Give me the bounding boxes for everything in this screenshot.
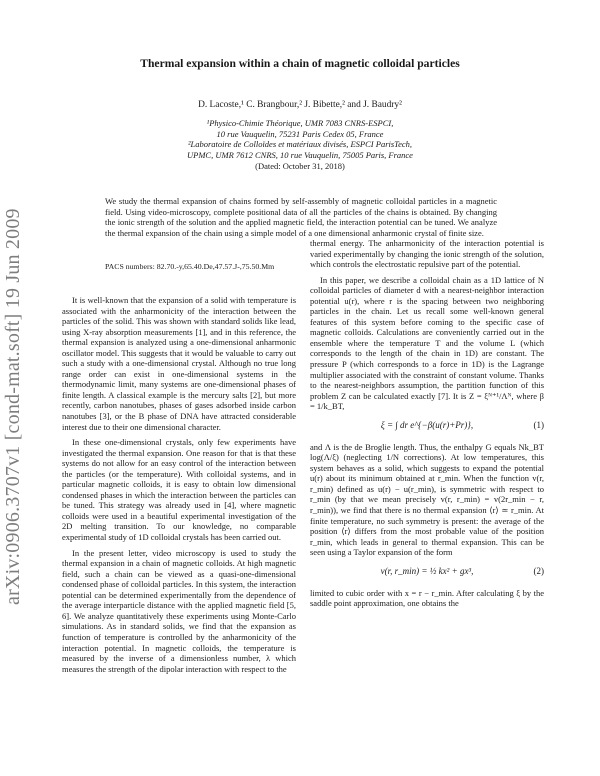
- equation-expression: v(r, r_min) = ½ kx² + gx³,: [380, 565, 474, 576]
- paragraph: limited to cubic order with x = r − r_min. After calculating ξ by the saddle point approximation, one obtains the: [310, 587, 544, 609]
- affiliation-line: 10 rue Vauquelin, 75231 Paris Cedex 05, France: [216, 128, 384, 139]
- author-list: D. Lacoste,¹ C. Brangbour,² J. Bibette,² and J. Baudry²: [198, 100, 402, 110]
- equation-1: [310, 416, 544, 438]
- right-column: [310, 238, 544, 609]
- affiliations: [0, 118, 600, 172]
- equation-number: (1): [533, 419, 544, 430]
- dated-line: (Dated: October 31, 2018): [255, 160, 345, 171]
- left-column: [62, 295, 296, 674]
- paragraph: It is well-known that the expansion of a solid with temperature is associated with the anharmonicity of the interaction between the particles of the solid. This was shown with standard solids like lead, using X-ray absorption measurements [1], and in this reference, the thermal expansion is analyzed using a one-dimensional anharmonic oscillator model. This suggests that it would be valuable to carry out such a study with a one-dimensional crystal. Although no true long range order can exist in one-dimensional systems in the thermodynamic limit, many systems are one-dimensional phases of finite length. A classical example is the mercury salts [2], but more recently, carbon nanotubes, phases of gases adsorbed inside carbon nanotubes [3], or the B phase of DNA have attracted considerable interest due to their one dimensional character.: [62, 295, 296, 432]
- paragraph: and Λ is the de Broglie length. Thus, the enthalpy G equals Nk_BT log(Λ/ξ) (neglecting 1/N corrections). At low temperatures, this system behaves as a solid, which suggests to expand the potential u(r) about its minimum obtained at r_min. When the function v(r, r_min) defined as u(r) − u(r_min), is symmetric with respect to r_min (by that we mean precisely v(r, r_min) = v(2r_min − r, r_min)), we find that there is no thermal expansion ⟨r⟩ ≃ r_min. At finite temperature, no such symmetry is present: the average of the position ⟨r⟩ differs from the most probable value of the position r_min, which leads in general to thermal expansion. This can be seen using a Taylor expansion of the form: [310, 441, 544, 558]
- equation-2: [310, 562, 544, 584]
- pacs-numbers: PACS numbers: 82.70.-y,65.40.De,47.57.J-,75.50.Mm: [105, 262, 275, 271]
- paragraph: In this paper, we describe a colloidal chain as a 1D lattice of N colloidal particles of diameter d with a nearest-neighbor interaction potential u(r), where r is the spacing between two neighboring particles in the chain. Let us recall some well-known general features of this system before coming to the specific case of magnetic colloids. Calculations are conveniently carried out in the ensemble where the temperature T and the volume L (which corresponds to the length of the chain in 1D) are constant. The pressure P (which corresponds to a force in 1D) is the Lagrange multiplier associated with the constraint of constant volume. Thanks to the nearest-neighbors assumption, the partition function of this problem Z can be calculated exactly [7]. It is Z = ξᴺ⁺¹/Λᴺ, where β = 1/k_BT,: [310, 274, 544, 412]
- equation-expression: ξ = ∫ dr e^{−β(u(r)+Pr)},: [380, 419, 474, 430]
- affiliation-line: ²Laboratoire de Colloïdes et matériaux divisés, ESPCI ParisTech,: [187, 139, 413, 150]
- equation-number: (2): [533, 565, 544, 576]
- arxiv-identifier: arXiv:0906.3707v1 [cond-mat.soft] 19 Jun 2009: [2, 208, 24, 605]
- paragraph: In the present letter, video microscopy is used to study the thermal expansion in a chain of magnetic colloids. At high magnetic field, such a chain can be viewed as a quasi-one-dimensional condensed phase of colloidal particles. In this system, the interaction potential can be determined experimentally from the dependence of the average interparticle distance with the applied magnetic field [5, 6]. We analyze quantitatively these experiments using Monte-Carlo simulations. As in standard solids, we find that the expansion as function of temperature is controlled by the anharmonicity of the interaction potential. In magnetic colloids, the temperature is measured by the inverse of a dimensionless number, λ which measures the strength of the dipolar interaction with respect to the: [62, 547, 296, 674]
- paper-title: Thermal expansion within a chain of magnetic colloidal particles: [140, 57, 460, 70]
- paragraph: In these one-dimensional crystals, only few experiments have investigated the thermal expansion. One reason for that is that these systems do not allow for an easy control of the interaction between the particles (or the temperature). With colloidal systems, and in particular magnetic colloids, it is easy to obtain low dimensional condensed phases in which the interaction between the particles can be tuned. This strategy was already used in [4], where magnetic colloids were used in a beautiful experimental investigation of the 2D melting transition. To our knowledge, no comparable experimental study of 1D colloidal crystals has been carried out.: [62, 437, 296, 543]
- abstract: We study the thermal expansion of chains formed by self-assembly of magnetic colloidal particles in a magnetic field. Using video-microscopy, complete positional data of all the particles of the chains is obtained. By changing the ionic strength of the solution and the applied magnetic field, the interaction potential can be tuned. We analyze the thermal expansion of the chain using a simple model of a one dimensional anharmonic crystal of finite size.: [105, 196, 497, 238]
- paragraph: thermal energy. The anharmonicity of the interaction potential is varied experimentally by changing the ionic strength of the solution, which controls the electrostatic repulsive part of the potential.: [310, 238, 544, 270]
- affiliation-line: ¹Physico-Chimie Théorique, UMR 7083 CNRS-ESPCI,: [206, 118, 394, 128]
- affiliation-line: UPMC, UMR 7612 CNRS, 10 rue Vauquelin, 75005 Paris, France: [187, 150, 413, 161]
